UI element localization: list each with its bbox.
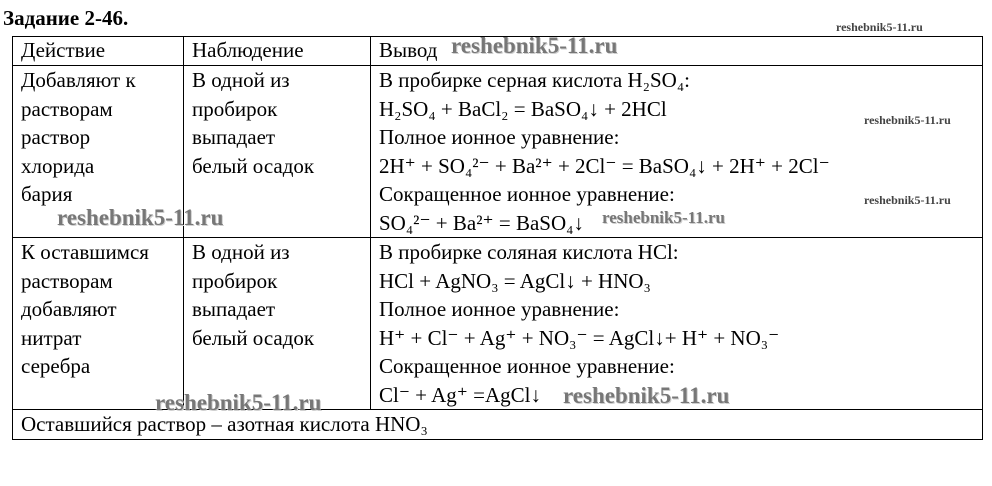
footer-cell: Оставшийся раствор – азотная кислота HNO₃ xyxy=(13,410,983,440)
conclusion-line: Полное ионное уравнение: xyxy=(379,297,620,321)
conclusion-line: Сокращенное ионное уравнение: xyxy=(379,182,675,206)
watermark: reshebnik5-11.ru xyxy=(864,113,951,127)
conclusion-line: Сокращенное ионное уравнение: xyxy=(379,354,675,378)
watermark: reshebnik5-11.ru xyxy=(836,20,923,34)
watermark: reshebnik5-11.ru xyxy=(563,383,730,408)
header-action: Действие xyxy=(13,37,184,66)
conclusion-line: В пробирке соляная кислота HCl: xyxy=(379,240,679,264)
conclusion-line: Полное ионное уравнение: xyxy=(379,125,620,149)
header-conclusion: Вывод xyxy=(371,37,983,66)
watermark: reshebnik5-11.ru xyxy=(451,33,618,58)
equation-full-ionic: 2H⁺ + SO₄²⁻ + Ba²⁺ + 2Cl⁻ = BaSO₄↓ + 2H⁺ + 2Cl⁻ xyxy=(379,153,830,178)
watermark: reshebnik5-11.ru xyxy=(155,390,322,415)
action-text: К оставшимся растворам добавляют нитрат серебра xyxy=(21,240,149,378)
task-title: Задание 2-46. xyxy=(3,6,129,30)
conclusion-line: В пробирке серная кислота H₂SO₄: xyxy=(379,68,690,92)
watermark: reshebnik5-11.ru xyxy=(864,193,951,207)
header-observation: Наблюдение xyxy=(184,37,371,66)
table-row xyxy=(13,238,983,410)
action-text: Добавляют к растворам раствор хлорида бария xyxy=(21,68,136,206)
observation-text: В одной из пробирок выпадает белый осадок xyxy=(192,68,315,178)
equation-short-ionic: Cl⁻ + Ag⁺ =AgCl↓ xyxy=(379,382,541,407)
action-cell xyxy=(13,238,184,410)
answer-table xyxy=(12,36,983,440)
watermark: reshebnik5-11.ru xyxy=(602,208,725,227)
equation-full-ionic: H⁺ + Cl⁻ + Ag⁺ + NO₃⁻ = AgCl↓+ H⁺ + NO₃⁻ xyxy=(379,325,780,350)
observation-text: В одной из пробирок выпадает белый осадок xyxy=(192,240,315,350)
equation-molecular: HCl + AgNO₃ = AgCl↓ + HNO₃ xyxy=(379,268,651,293)
equation-short-ionic: SO₄²⁻ + Ba²⁺ = BaSO₄↓ xyxy=(379,210,584,235)
equation-molecular: H₂SO₄ + BaCl₂ = BaSO₄↓ + 2HCl xyxy=(379,96,667,121)
observation-cell xyxy=(184,238,371,410)
watermark: reshebnik5-11.ru xyxy=(57,205,224,230)
